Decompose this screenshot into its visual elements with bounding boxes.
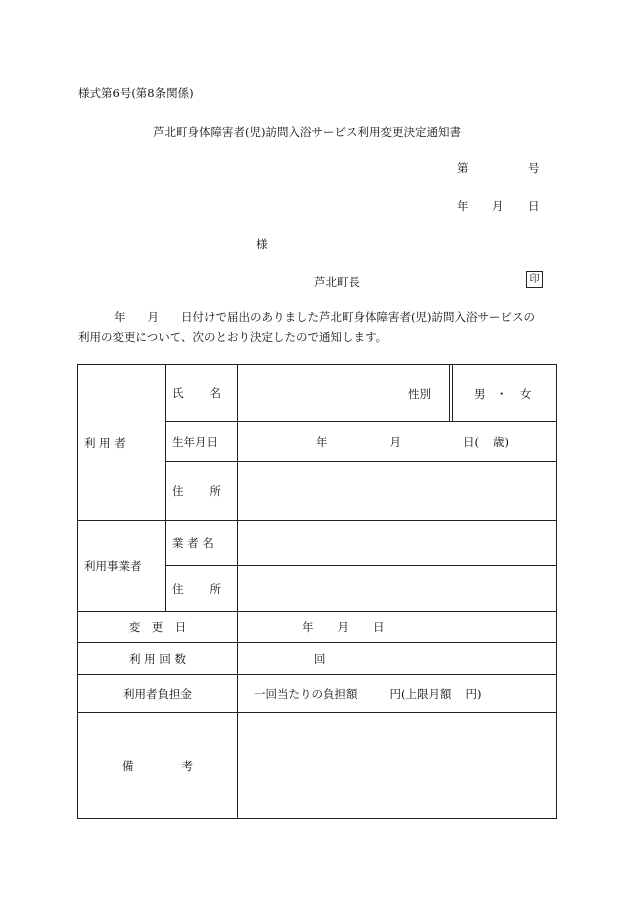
issue-date-day: 日 (528, 199, 540, 213)
burden-field[interactable]: 一回当たりの負担額 円(上限月額 円) (238, 675, 557, 713)
issue-date-year: 年 (457, 199, 469, 213)
provider-address-field[interactable] (238, 566, 557, 612)
gender-divider (449, 365, 450, 421)
birthdate-label: 生年月日 (166, 422, 238, 462)
provider-address-label: 住 所 (166, 566, 238, 612)
notice-year: 年 (114, 310, 126, 324)
row-provider-name (78, 521, 557, 566)
gender-option-male[interactable]: 男 (474, 387, 486, 401)
user-address-label: 住 所 (166, 462, 238, 521)
issuer-name: 芦北町長 (314, 275, 360, 289)
addressee-suffix: 様 (256, 237, 268, 251)
row-remarks (78, 713, 557, 819)
row-change-date (78, 612, 557, 643)
user-address-field[interactable] (238, 462, 557, 521)
usage-count-field[interactable]: 回 (238, 643, 557, 675)
birthdate-field[interactable]: 年 月 日( 歳) (238, 422, 557, 462)
notice-line-2: 利用の変更について、次のとおり決定したので通知します。 (78, 330, 388, 344)
change-date-field[interactable]: 年 月 日 (238, 612, 557, 643)
row-usage-count (78, 643, 557, 675)
burden-label: 利用者負担金 (78, 675, 238, 713)
notice-line-1 (78, 307, 558, 327)
seal-mark: 印 (526, 271, 543, 288)
provider-name-label: 業 者 名 (166, 521, 238, 566)
change-details-table (77, 364, 557, 819)
doc-number-prefix: 第 (457, 161, 469, 175)
gender-label-text: 性別 (408, 387, 431, 401)
gender-option-dot: ・ (496, 387, 508, 401)
gender-option-female[interactable]: 女 (520, 387, 532, 401)
change-date-label: 変 更 日 (78, 612, 238, 643)
notice-body (78, 307, 558, 347)
name-label: 氏 名 (166, 365, 238, 422)
notice-line-1-rest: 日付けで届出のありました芦北町身体障害者(児)訪問入浴サービスの (181, 310, 535, 324)
remarks-field[interactable] (238, 713, 557, 819)
row-burden (78, 675, 557, 713)
document-title: 芦北町身体障害者(児)訪問入浴サービス利用変更決定通知書 (153, 125, 461, 139)
provider-name-field[interactable] (238, 521, 557, 566)
issue-date-month: 月 (492, 199, 504, 213)
remarks-label: 備 考 (78, 713, 238, 819)
usage-count-label: 利 用 回 数 (78, 643, 238, 675)
user-section-label: 利 用 者 (78, 365, 166, 521)
notice-month: 月 (147, 310, 159, 324)
form-number: 様式第6号(第8条関係) (78, 86, 194, 100)
provider-section-label: 利用事業者 (78, 521, 166, 612)
doc-number-suffix: 号 (528, 161, 540, 175)
